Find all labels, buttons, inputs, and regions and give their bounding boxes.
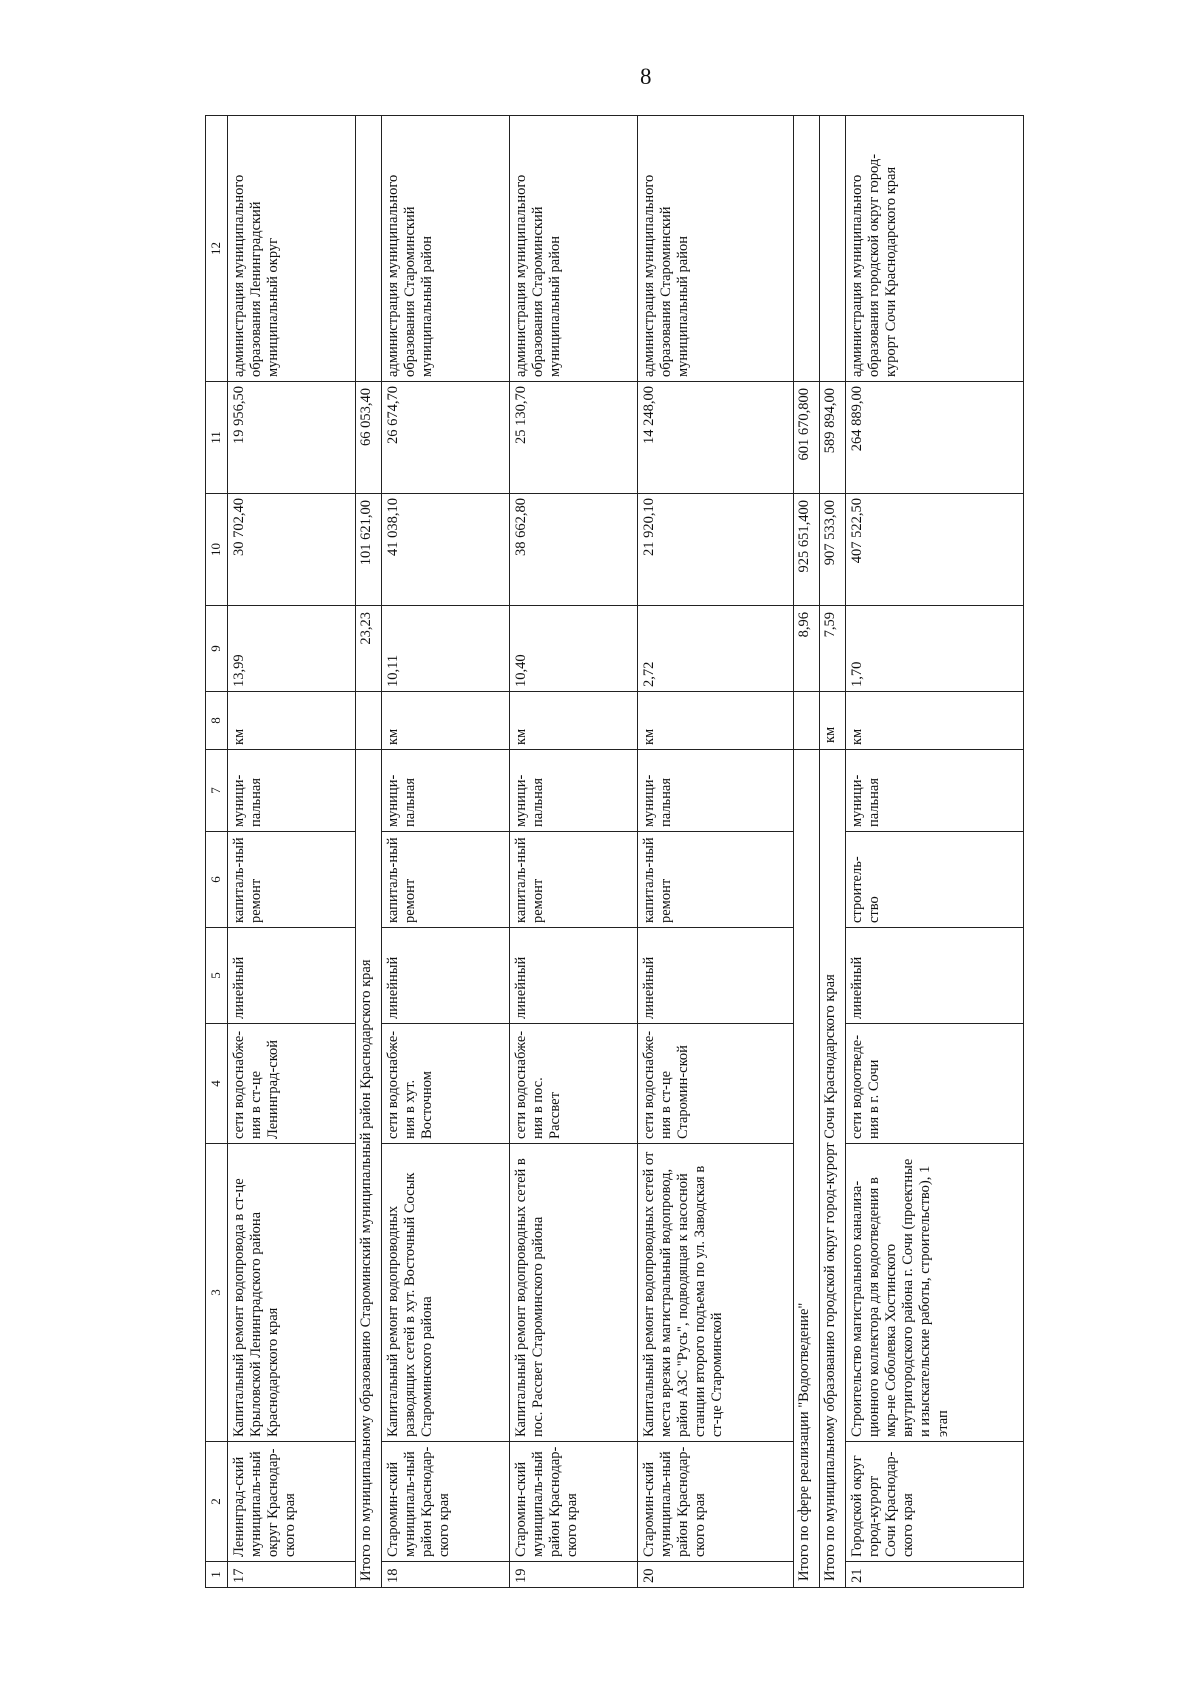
object-location-cell: сети водоотведе-ния в г. Сочи [846, 1024, 1024, 1144]
object-name-cell: Капитальный ремонт водопроводных сетей от места врезки в магистральный водопровод, район АЗС "Русь", подводящая к насосной станции второго подъема по ул. Заводская в ст-це Староминской [638, 1144, 794, 1442]
work-type-cell: строитель-ство [846, 832, 1024, 928]
subtotal-c11: 66 053,40 [356, 382, 382, 494]
subtotal-empty [356, 116, 382, 382]
header-cell: 3 [206, 1144, 228, 1442]
subtotal-c11: 589 894,00 [820, 382, 846, 494]
subtotal-c11: 601 670,800 [794, 382, 820, 494]
header-cell: 1 [206, 1562, 228, 1588]
unit-cell: км [228, 692, 356, 750]
row-number-cell: 18 [382, 1562, 510, 1588]
object-name-cell: Строительство магистрального канализа-ционного коллектора для водоотведения в мкр-не Соболевка Хостинского внутригородского района г. Сочи (проектные и изыскательские работы, строительство), 1 этап [846, 1144, 1024, 1442]
subtotal-label: Итого по сфере реализации "Водоотведение" [794, 750, 820, 1588]
subtotal-empty [794, 116, 820, 382]
subtotal-row [356, 116, 382, 1588]
unit-cell: км [638, 692, 794, 750]
rotated-table-wrapper [205, 116, 1097, 1588]
work-type-cell: капиталь-ный ремонт [510, 832, 638, 928]
object-type-cell: линейный [846, 928, 1024, 1024]
unit-cell: км [382, 692, 510, 750]
row-number-cell: 20 [638, 1562, 794, 1588]
municipality-cell: Старомин-ский муниципаль-ный район Краснодар-ского края [382, 1442, 510, 1562]
table-row [228, 116, 356, 1588]
work-type-cell: капиталь-ный ремонт [382, 832, 510, 928]
row-number-cell: 21 [846, 1562, 1024, 1588]
cost-budget-cell: 14 248,00 [638, 382, 794, 494]
object-type-cell: линейный [638, 928, 794, 1024]
header-cell: 9 [206, 606, 228, 692]
cost-total-cell: 21 920,10 [638, 494, 794, 606]
municipality-cell: Городской округ город-курорт Сочи Краснодар-ского края [846, 1442, 1024, 1562]
header-cell: 5 [206, 928, 228, 1024]
capacity-cell: 2,72 [638, 606, 794, 692]
header-cell: 12 [206, 116, 228, 382]
object-type-cell: линейный [510, 928, 638, 1024]
object-location-cell: сети водоснабже-ния в ст-це Старомин-ской [638, 1024, 794, 1144]
unit-cell: км [846, 692, 1024, 750]
cost-budget-cell: 19 956,50 [228, 382, 356, 494]
object-name-cell: Капитальный ремонт водопроводных разводящих сетей в хут. Восточный Сосык Староминского района [382, 1144, 510, 1442]
municipality-cell: Старомин-ский муниципаль-ный район Краснодар-ского края [510, 1442, 638, 1562]
cost-total-cell: 407 522,50 [846, 494, 1024, 606]
header-cell: 6 [206, 832, 228, 928]
subtotal-c9: 7,59 [820, 606, 846, 692]
subtotal-label: Итого по муниципальному образованию городской округ город-курорт Сочи Краснодарского края [820, 750, 846, 1588]
subtotal-c9: 8,96 [794, 606, 820, 692]
header-cell: 11 [206, 382, 228, 494]
customer-cell: администрация муниципального образования Староминский муниципальный район [510, 116, 638, 382]
ownership-cell: муници-пальная [382, 750, 510, 832]
customer-cell: администрация муниципального образования Ленинградский муниципальный округ [228, 116, 356, 382]
customer-cell: администрация муниципального образования Староминский муниципальный район [382, 116, 510, 382]
subtotal-c10: 925 651,400 [794, 494, 820, 606]
capacity-cell: 1,70 [846, 606, 1024, 692]
capacity-cell: 13,99 [228, 606, 356, 692]
cost-budget-cell: 264 889,00 [846, 382, 1024, 494]
ownership-cell: муници-пальная [638, 750, 794, 832]
table-row [638, 116, 794, 1588]
header-cell: 2 [206, 1442, 228, 1562]
object-name-cell: Капитальный ремонт водопровода в ст-це Крыловской Ленинградского района Краснодарского края [228, 1144, 356, 1442]
capacity-cell: 10,11 [382, 606, 510, 692]
object-location-cell: сети водоснабже-ния в ст-це Ленинград-ской [228, 1024, 356, 1144]
subtotal-c10: 907 533,00 [820, 494, 846, 606]
municipality-cell: Старомин-ский муниципаль-ный район Краснодар-ского края [638, 1442, 794, 1562]
row-number-cell: 19 [510, 1562, 638, 1588]
header-cell: 4 [206, 1024, 228, 1144]
object-type-cell: линейный [228, 928, 356, 1024]
subtotal-c8: км [820, 692, 846, 750]
work-type-cell: капиталь-ный ремонт [228, 832, 356, 928]
cost-budget-cell: 25 130,70 [510, 382, 638, 494]
unit-cell: км [510, 692, 638, 750]
table-row [846, 116, 1024, 1588]
object-type-cell: линейный [382, 928, 510, 1024]
cost-budget-cell: 26 674,70 [382, 382, 510, 494]
customer-cell: администрация муниципального образования Староминский муниципальный район [638, 116, 794, 382]
ownership-cell: муници-пальная [510, 750, 638, 832]
object-name-cell: Капитальный ремонт водопроводных сетей в пос. Рассвет Староминского района [510, 1144, 638, 1442]
subtotal-c9: 23,23 [356, 606, 382, 692]
subtotal-row [794, 116, 820, 1588]
subtotal-c8 [794, 692, 820, 750]
cost-total-cell: 30 702,40 [228, 494, 356, 606]
subtotal-c10: 101 621,00 [356, 494, 382, 606]
work-type-cell: капиталь-ный ремонт [638, 832, 794, 928]
subtotal-empty [820, 116, 846, 382]
objects-table [205, 115, 1024, 1588]
row-number-cell: 17 [228, 1562, 356, 1588]
cost-total-cell: 41 038,10 [382, 494, 510, 606]
table-row [382, 116, 510, 1588]
capacity-cell: 10,40 [510, 606, 638, 692]
cost-total-cell: 38 662,80 [510, 494, 638, 606]
subtotal-c8 [356, 692, 382, 750]
header-cell: 8 [206, 692, 228, 750]
ownership-cell: муници-пальная [846, 750, 1024, 832]
header-cell: 7 [206, 750, 228, 832]
object-location-cell: сети водоснабже-ния в пос. Рассвет [510, 1024, 638, 1144]
column-number-row [206, 116, 228, 1588]
customer-cell: администрация муниципального образования городской округ город-курорт Сочи Краснодарского края [846, 116, 1024, 382]
table-body [206, 116, 1024, 1588]
municipality-cell: Ленинград-ский муниципаль-ный округ Краснодар-ского края [228, 1442, 356, 1562]
subtotal-row [820, 116, 846, 1588]
object-location-cell: сети водоснабже-ния в хут. Восточном [382, 1024, 510, 1144]
header-cell: 10 [206, 494, 228, 606]
subtotal-label: Итого по муниципальному образованию Староминский муниципальный район Краснодарского края [356, 750, 382, 1588]
page-number: 8 [640, 64, 652, 89]
table-row [510, 116, 638, 1588]
ownership-cell: муници-пальная [228, 750, 356, 832]
